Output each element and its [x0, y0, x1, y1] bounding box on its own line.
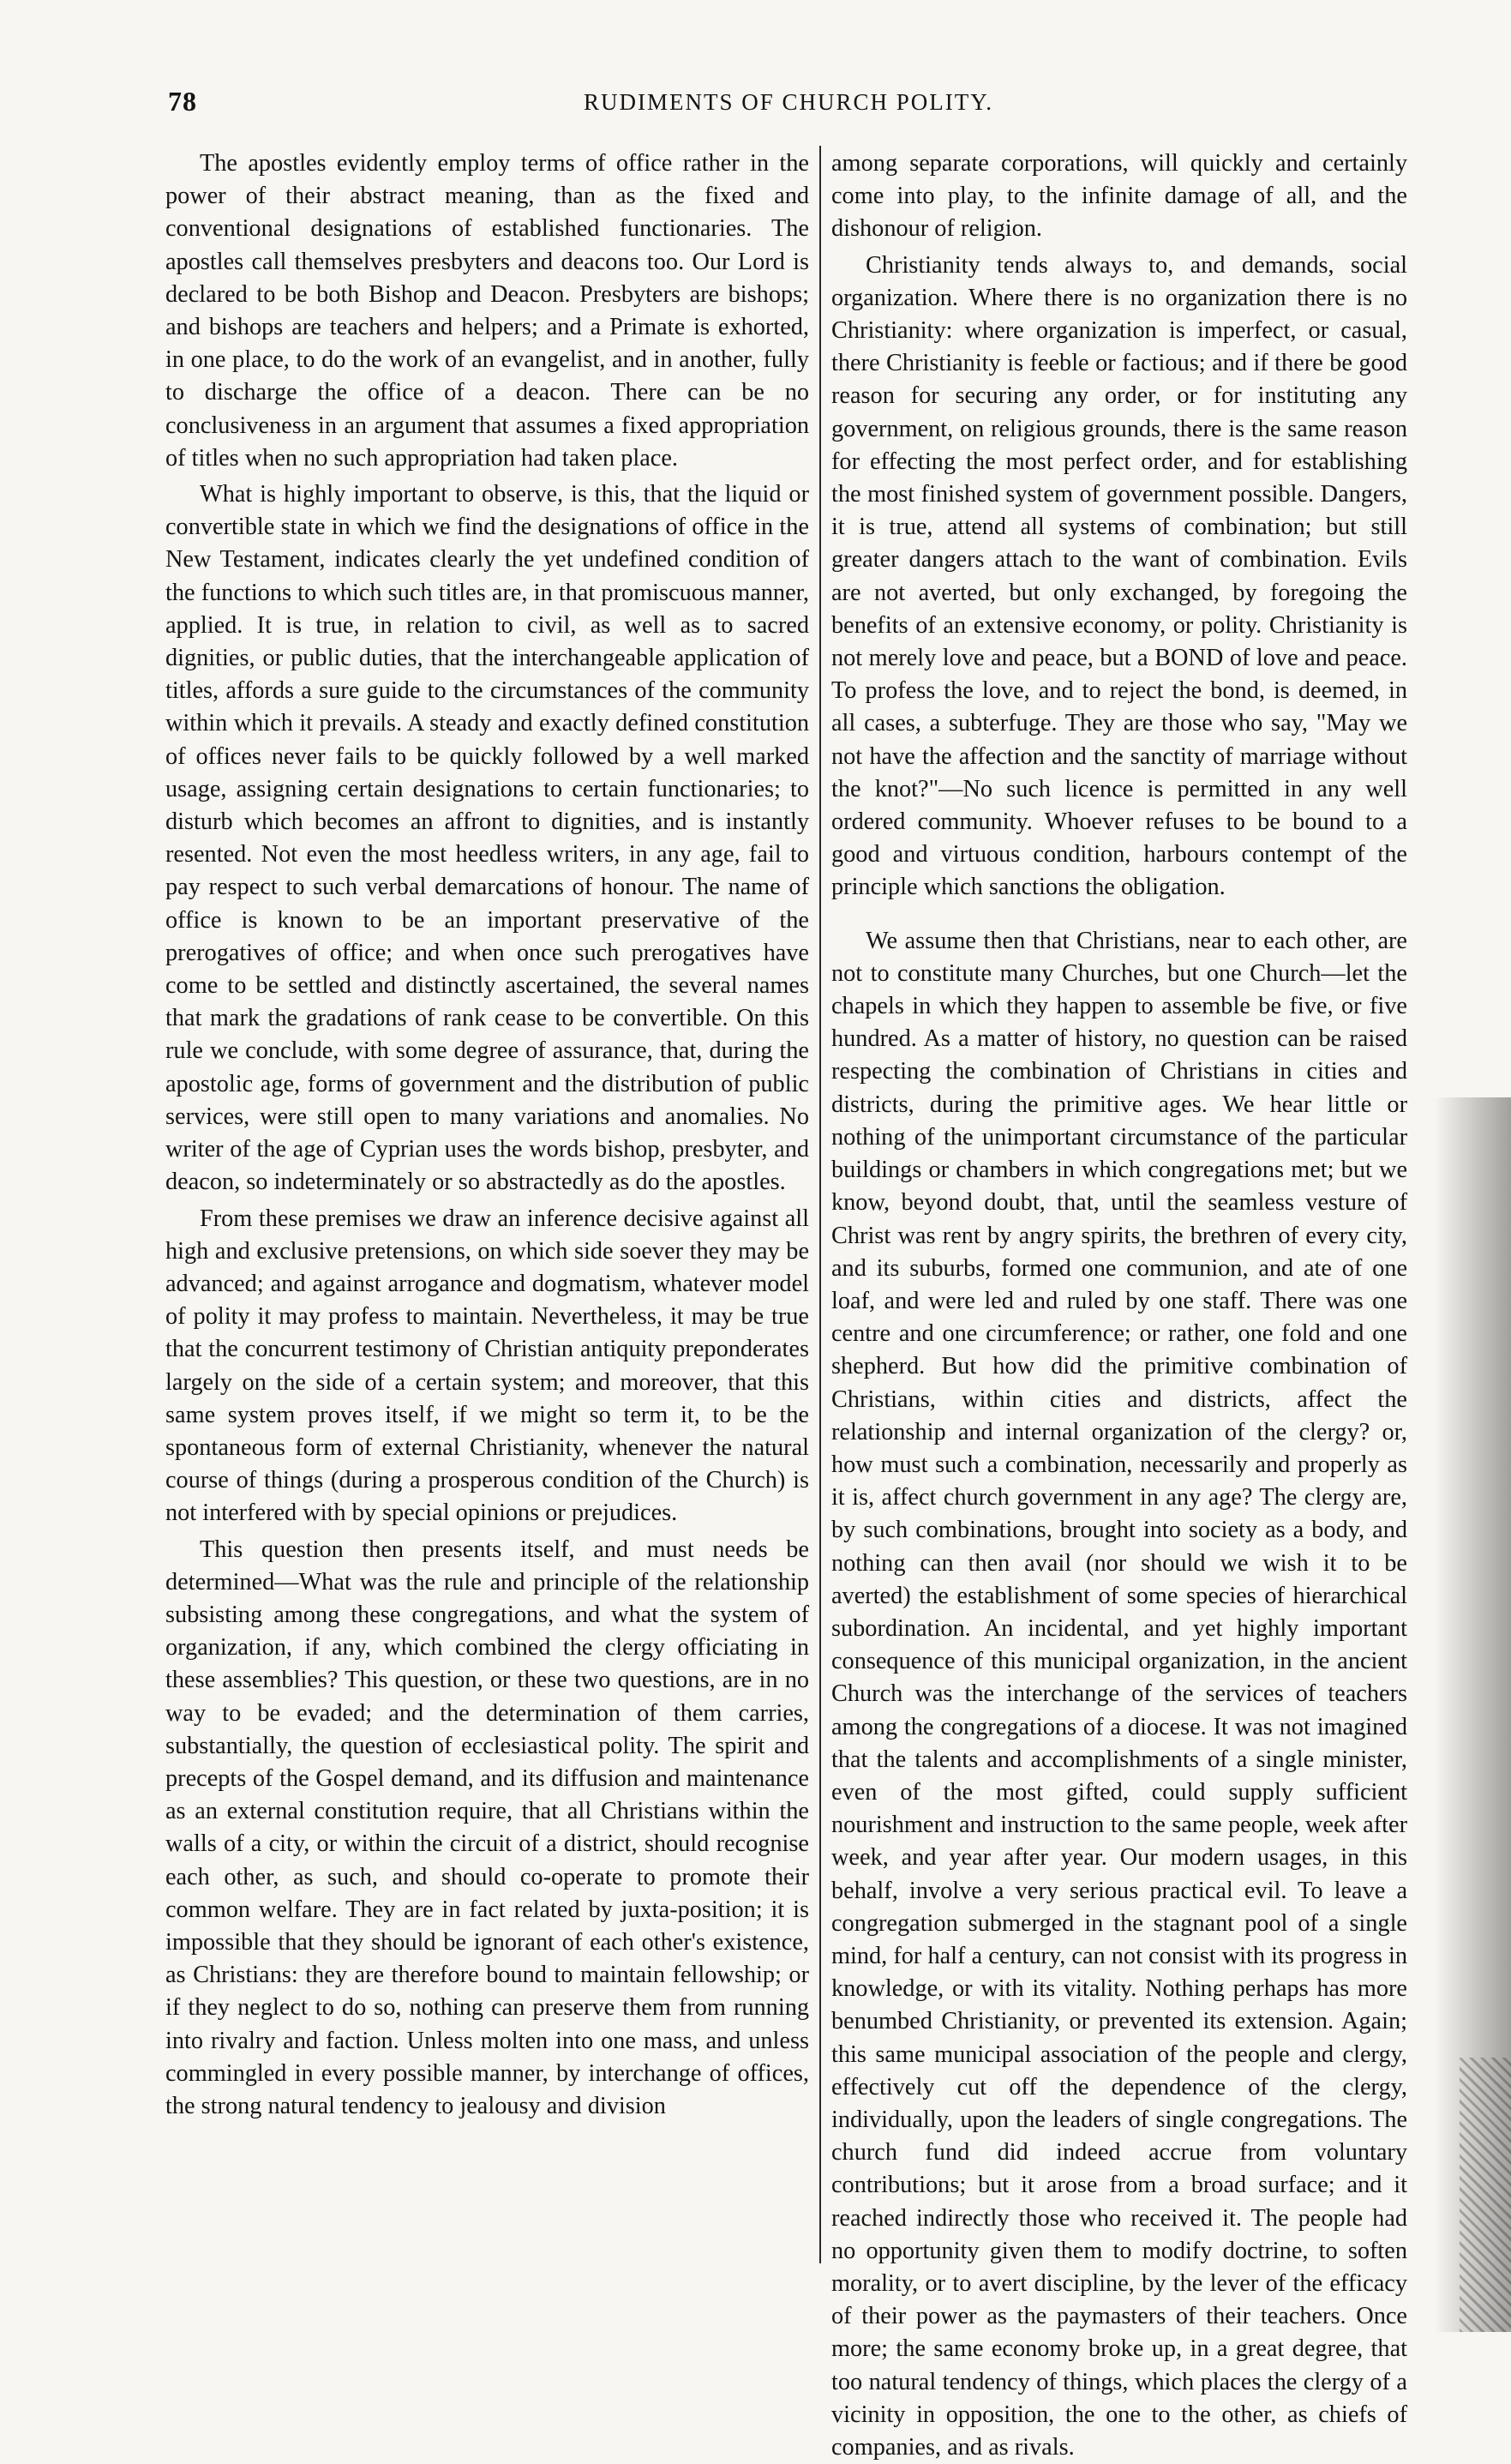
- right-paragraph-1: among separate corporations, will quickly and certainly come into play, to the infinite damage of all, and the dishonour of religion.: [831, 150, 1407, 243]
- right-paragraph-2: Christianity tends always to, and demands, social organization. Where there is no organization there is no Christianity: where organization is imperfect, or casual, there Christianity is feeble or factious; and if there be good reason for securing any order, or for instituting any government, on religious grounds, there is the same reason for effecting the most perfect order, and for establishing the most finished system of government possible. Dangers, it is true, attend all systems of combination; but still greater dangers attach to the want of combination. Evils are not averted, but only exchanged, by foregoing the benefits of an extensive economy, or polity. Christianity is not merely love and peace, but a BOND of love and peace. To profess the love, and to reject the bond, is deemed, in all cases, a subterfuge. They are those who say, "May we not have the affection and the sanctity of marriage without the knot?"—No such licence is permitted in any well ordered community. Whoever refuses to be bound to a good and virtuous condition, harbours contempt of the principle which sanctions the obligation.: [831, 251, 1407, 901]
- right-column: [831, 147, 1407, 2461]
- left-paragraph-4: This question then presents itself, and must needs be determined—What was the rule and principle of the relationship subsisting among these congregations, and what the system of organization, if any, which combined the clergy officiating in these assemblies? This question, or these two questions, are in no way to be evaded; and the determination of them carries, substantially, the question of ecclesiastical polity. The spirit and precepts of the Gospel demand, and its diffusion and maintenance as an external constitution require, that all Christians within the walls of a city, or within the circuit of a district, should recognise each other, as such, and should co-operate to promote their common welfare. They are in fact related by juxta-position; it is impossible that they should be ignorant of each other's existence, as Christians: they are therefore bound to maintain fellowship; or if they neglect to do so, nothing can preserve them from running into rivalry and faction. Unless molten into one mass, and unless commingled in every possible manner, by interchange of offices, the strong natural tendency to jealousy and division: [165, 1535, 809, 2119]
- left-paragraph-3: From these premises we draw an inference decisive against all high and exclusive pretensions, on which side soever they may be advanced; and against arrogance and dogmatism, whatever model of polity it may profess to maintain. Nevertheless, it may be true that the concurrent testimony of Christian antiquity preponderates largely on the side of a certain system; and moreover, that this same system proves itself, if we might so term it, to be the spontaneous form of external Christianity, whenever the natural course of things (during a prosperous condition of the Church) is not interfered with by special opinions or prejudices.: [165, 1205, 809, 1527]
- running-head: RUDIMENTS OF CHURCH POLITY.: [583, 89, 994, 115]
- column-divider: [819, 146, 821, 2263]
- left-paragraph-1: The apostles evidently employ terms of office rather in the power of their abstract meaning, than as the fixed and conventional designations of established functionaries. The apostles call themselves presbyters and deacons too. Our Lord is declared to be both Bishop and Deacon. Presbyters are bishops; and bishops are teachers and helpers; and a Primate is exhorted, in one place, to do the work of an evangelist, and in another, fully to discharge the office of a deacon. There can be no conclusiveness in an argument that assumes a fixed appropriation of titles when no such appropriation had taken place.: [165, 150, 809, 472]
- page-edge-specks: [1460, 2058, 1511, 2332]
- left-paragraph-2: What is highly important to observe, is this, that the liquid or convertible state in which we find the designations of office in the New Testament, indicates clearly the yet undefined condition of the functions to which such titles are, in that promiscuous manner, applied. It is true, in relation to civil, as well as to sacred dignities, or public duties, that the interchangeable application of titles, affords a sure guide to the circumstances of the community within which it prevails. A steady and exactly defined constitution of offices never fails to be quickly followed by a well marked usage, assigning certain designations to certain functionaries; to disturb which becomes an affront to dignities, and is instantly resented. Not even the most heedless writers, in any age, fail to pay respect to such verbal demarcations of honour. The name of office is known to be an important preservative of the prerogatives of office; and when once such prerogatives have come to be settled and distinctly ascertained, the several names that mark the gradations of rank cease to be convertible. On this rule we conclude, with some degree of assurance, that, during the apostolic age, forms of government and the distribution of public services, were still open to many variations and anomalies. No writer of the age of Cyprian uses the words bishop, presbyter, and deacon, so indeterminately or so abstractedly as do the apostles.: [165, 481, 809, 1196]
- page-number: 78: [168, 86, 197, 117]
- left-column: [165, 147, 809, 2274]
- right-paragraph-3: We assume then that Christians, near to each other, are not to constitute many Churches, but one Church—let the chapels in which they happen to assemble be five, or five hundred. As a matter of history, no question can be raised respecting the combination of Christians in cities and districts, during the primitive ages. We hear little or nothing of the unimportant circumstance of the particular buildings or chambers in which congregations met; but we know, beyond doubt, that, until the seamless vesture of Christ was rent by angry spirits, the brethren of every city, and its suburbs, formed one communion, and ate of one loaf, and were led and ruled by one staff. There was one centre and one circumference; or rather, one fold and one shepherd. But how did the primitive combination of Christians, within cities and districts, affect the relationship and internal organization of the clergy? or, how must such a combination, necessarily and properly as it is, affect church government in any age? The clergy are, by such combinations, brought into society as a body, and nothing can then avail (nor should we wish it to be averted) the establishment of some species of hierarchical subordination. An incidental, and yet highly important consequence of this municipal organization, in the ancient Church was the interchange of the services of teachers among the congregations of a diocese. It was not imagined that the talents and accomplishments of a single minister, even of the most gifted, could supply sufficient nourishment and instruction to the same people, week after week, and year after year. Our modern usages, in this behalf, involve a very serious practical evil. To leave a congregation submerged in the stagnant pool of a single mind, for half a century, can not consist with its progress in knowledge, or with its vitality. Nothing perhaps has more benumbed Christianity, or prevented its extension. Again; this same municipal association of the people and clergy, effectively cut off the dependence of the clergy, individually, upon the leaders of single congregations. The church fund did indeed accrue from voluntary contributions; but it arose from a broad surface; and it reached indirectly those who received it. The people had no opportunity given them to modify doctrine, to soften morality, or to avert discipline, by the lever of the efficacy of their power as the paymasters of their teachers. Once more; the same economy broke up, in a great degree, that too natural tendency of things, which places the clergy of a vicinity in opposition, the one to the other, as chiefs of companies, and as rivals.: [831, 927, 1407, 2461]
